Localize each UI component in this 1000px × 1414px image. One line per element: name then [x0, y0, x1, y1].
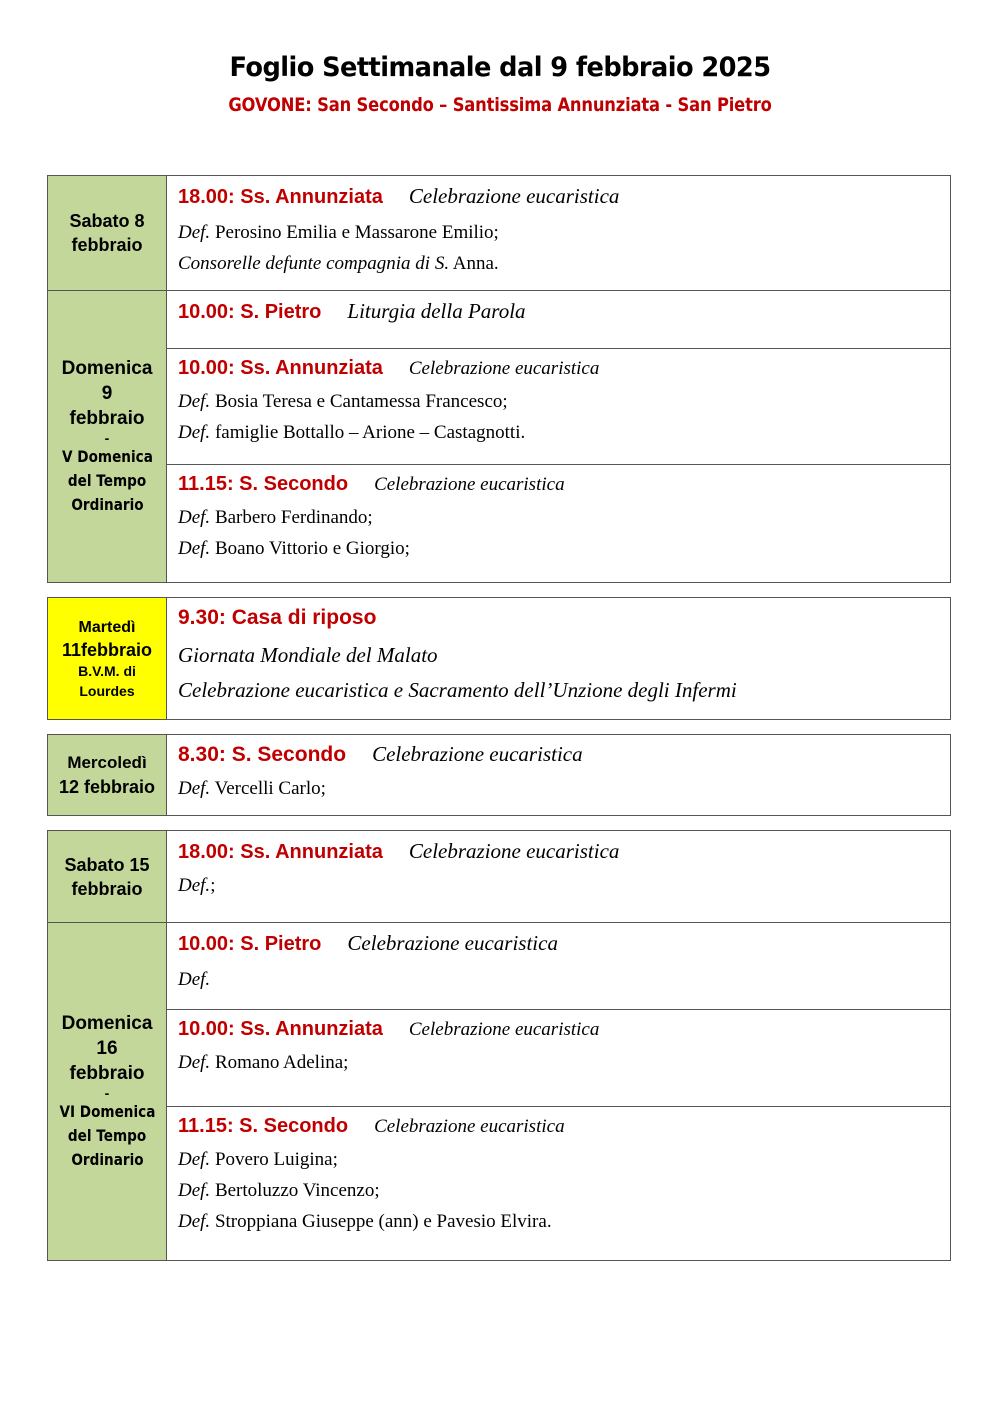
- service-rite: Celebrazione eucaristica: [374, 1116, 565, 1137]
- service-header: [178, 184, 950, 209]
- feast-label: Lourdes: [79, 682, 135, 699]
- day-label: 16: [96, 1038, 118, 1059]
- def-label: Def.: [178, 222, 211, 243]
- day-cell: [48, 598, 167, 719]
- def-label: Def.: [178, 1149, 211, 1170]
- intention-line: [178, 217, 950, 248]
- service-header: [178, 839, 950, 864]
- intention-line: [178, 1206, 950, 1237]
- service-cell: [167, 1009, 950, 1106]
- liturgical-label: VI Domenica: [59, 1102, 155, 1121]
- schedule-block-domenica-16: [47, 922, 951, 1261]
- liturgical-label: Ordinario: [70, 1150, 144, 1169]
- service-cell: [167, 923, 950, 1009]
- subtitle-parishes: : San Secondo – Santissima Annunziata - San Pietro: [305, 94, 772, 116]
- service-header: [178, 742, 950, 767]
- liturgical-label: del Tempo: [67, 471, 147, 490]
- event-line: Celebrazione eucaristica e Sacramento dell’Unzione degli Infermi: [178, 678, 737, 702]
- def-label: Def.: [178, 875, 211, 896]
- intention-line: [178, 502, 950, 533]
- day-cell: [48, 735, 167, 815]
- service-cell: [167, 735, 950, 815]
- intention-line: [178, 386, 950, 417]
- day-label: Martedì: [78, 618, 136, 636]
- def-label: Def.: [178, 1211, 211, 1232]
- service-time: 8.30: S. Secondo: [178, 743, 347, 766]
- page-subtitle: [70, 94, 930, 116]
- day-label: Domenica: [61, 358, 153, 379]
- day-separator: -: [104, 430, 110, 446]
- intention-line: [178, 964, 950, 995]
- def-label: Def.: [178, 778, 211, 799]
- service-time: 10.00: Ss. Annunziata: [178, 357, 383, 379]
- day-label: Mercoledì: [67, 753, 147, 772]
- day-label: febbraio: [71, 235, 143, 255]
- service-time: 9.30: Casa di riposo: [178, 606, 377, 629]
- intention-text: Boano Vittorio e Giorgio;: [210, 538, 410, 559]
- intention-text: Stroppiana Giuseppe (ann) e Pavesio Elvira.: [210, 1211, 552, 1232]
- service-rite: Celebrazione eucaristica: [408, 358, 600, 379]
- def-label: Def.: [178, 507, 211, 528]
- def-label: Def.: [178, 969, 211, 990]
- intention-text: Bertoluzzo Vincenzo;: [210, 1180, 380, 1201]
- service-cell: [167, 348, 950, 464]
- intention-line: [178, 1144, 950, 1175]
- service-rite: Celebrazione eucaristica: [374, 474, 565, 495]
- service-time: 10.00: S. Pietro: [178, 301, 322, 323]
- liturgical-label: del Tempo: [67, 1126, 147, 1145]
- day-label: 11febbraio: [61, 639, 153, 660]
- day-label: febbraio: [69, 408, 145, 429]
- def-label: Def.: [178, 538, 211, 559]
- service-rite: Celebrazione eucaristica: [408, 1019, 600, 1040]
- intention-text: Povero Luigina;: [210, 1149, 338, 1170]
- service-rite: Celebrazione eucaristica: [408, 184, 620, 208]
- intention-line: [178, 417, 950, 448]
- service-rite: Celebrazione eucaristica: [372, 742, 583, 766]
- intention-line: [178, 248, 950, 279]
- def-label: Def.: [178, 391, 211, 412]
- intention-line: [178, 533, 950, 564]
- day-label: Sabato 8: [69, 211, 145, 231]
- def-label: Def.: [178, 1052, 211, 1073]
- day-cell: [48, 831, 167, 922]
- intention-text: Vercelli Carlo;: [210, 778, 326, 799]
- day-label: Sabato 15: [64, 854, 150, 875]
- day-label: 12 febbraio: [58, 777, 156, 797]
- service-time: 10.00: S. Pietro: [178, 933, 322, 955]
- service-time: 18.00: Ss. Annunziata: [178, 186, 383, 208]
- service-time: 18.00: Ss. Annunziata: [178, 841, 383, 863]
- intention-line: [178, 1175, 950, 1206]
- service-cell: [167, 176, 950, 290]
- service-header: [178, 606, 950, 630]
- service-time: 11.15: S. Secondo: [178, 473, 349, 495]
- service-header: [178, 299, 950, 324]
- day-label: 9: [101, 383, 113, 404]
- day-cell: [48, 176, 167, 290]
- schedule-block-domenica-9: [47, 290, 951, 583]
- service-header: [178, 473, 950, 496]
- def-label: Def.: [178, 1180, 211, 1201]
- intention-text: famiglie Bottallo – Arione – Castagnotti.: [210, 422, 526, 443]
- subtitle-brand: GOVONE: [228, 94, 306, 116]
- day-cell: [48, 923, 167, 1260]
- service-time: 11.15: S. Secondo: [178, 1115, 349, 1137]
- liturgical-label: V Domenica: [61, 447, 153, 466]
- intention-text: ;: [210, 875, 216, 896]
- intention-text: Barbero Ferdinando;: [210, 507, 373, 528]
- def-label: Def.: [178, 422, 211, 443]
- day-label: febbraio: [71, 878, 143, 899]
- day-cell: [48, 291, 167, 582]
- intention-line: [178, 870, 950, 901]
- intention-text: Bosia Teresa e Cantamessa Francesco;: [210, 391, 508, 412]
- feast-label: B.V.M. di: [78, 662, 136, 679]
- intention-text: Anna.: [449, 253, 499, 274]
- day-separator: -: [104, 1085, 110, 1101]
- service-header: [178, 357, 950, 380]
- intention-text: Romano Adelina;: [210, 1052, 349, 1073]
- service-rite: Celebrazione eucaristica: [408, 839, 620, 863]
- intention-line: [178, 773, 950, 804]
- service-header: [178, 1018, 950, 1041]
- schedule-block-mercoledi-12: [47, 734, 951, 816]
- service-cell: [167, 464, 950, 582]
- service-cell: [167, 291, 950, 348]
- service-header: [178, 1115, 950, 1138]
- event-line: Giornata Mondiale del Malato: [178, 643, 438, 667]
- service-rite: Celebrazione eucaristica: [347, 931, 558, 955]
- day-label: febbraio: [69, 1063, 145, 1084]
- day-label: Domenica: [61, 1013, 153, 1034]
- liturgical-label: Ordinario: [70, 495, 144, 514]
- page-title: Foglio Settimanale dal 9 febbraio 2025: [229, 52, 771, 83]
- service-rite: Liturgia della Parola: [347, 299, 526, 323]
- service-header: [178, 931, 950, 956]
- intention-line: [178, 1047, 950, 1078]
- schedule-block-martedi-11: [47, 597, 951, 720]
- schedule-block-sabato-15: [47, 830, 951, 923]
- service-time: 10.00: Ss. Annunziata: [178, 1018, 383, 1040]
- service-cell: [167, 1106, 950, 1260]
- intention-italic: Consorelle defunte compagnia di S.: [178, 253, 450, 274]
- service-cell: [167, 598, 950, 719]
- intention-text: Perosino Emilia e Massarone Emilio;: [210, 222, 499, 243]
- service-cell: [167, 831, 950, 922]
- schedule-block-sabato-8: [47, 175, 951, 291]
